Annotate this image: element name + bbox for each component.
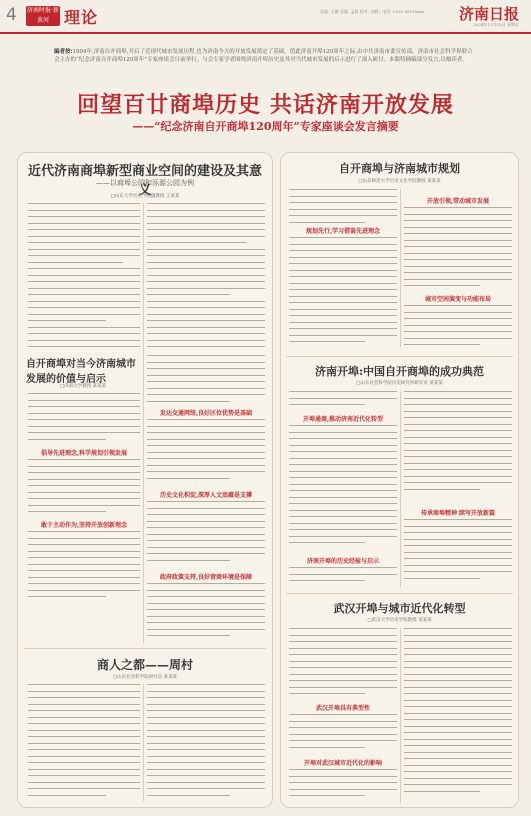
right-col2-subhead-3: 传承商埠精神 续写开放新篇 [420,510,496,517]
article-6-subhead-2: 开埠对武汉城市近代化的影响 [303,760,382,767]
article-2-body-c [28,531,140,601]
article-1-subtitle: ——以商埠公园和泺源公园为例 [96,179,194,187]
article-2-body-b [28,459,140,515]
article-2-body-col2-a [147,355,265,405]
article-4-body-a [289,189,397,223]
left-bottom-divider [143,684,144,802]
section-title: 理论 [64,8,99,27]
left-divider [24,648,266,649]
article-2-body-col2-c [147,501,265,567]
article-1-body-col2 [147,203,265,349]
paper-name: 济南日报 [458,5,519,23]
article-3-author: □山东社会科学院研究员 某某某 [112,675,178,680]
article-2-title: 自开商埠对当今济南城市发展的价值与启示 [26,359,136,385]
article-1-title: 近代济南商埠新型商业空间的建设及其意义 [27,164,262,198]
article-6-body-c [289,769,397,803]
page-number: 4 [6,5,17,25]
article-1-body-col1 [28,203,140,349]
left-col2-subhead-3: 政府政策支持,良好营商环境是保障 [159,574,253,581]
article-6-author: □武汉大学历史学院教授 某某某 [367,618,432,623]
article-5-author: □山东社会科学院历史研究所研究员 某某某 [356,381,443,386]
left-column-divider [143,203,144,643]
article-5-body-c [289,567,397,587]
article-2-body-a [28,393,140,443]
article-4-body-d [404,305,512,347]
article-2-author: □济南大学教授 某某某 [59,384,107,389]
logo: 济南时报·新黄河 [27,7,59,24]
article-4-title: 自开商埠与济南城市规划 [339,162,460,175]
article-5-body-col2-a [404,391,512,503]
left-col2-subhead-1: 发达交通网络,良好区位优势是基础 [159,410,253,417]
article-5-subhead-1: 开埠通商,推动济南近代化转型 [302,416,384,423]
article-4-body-b [289,237,397,347]
masthead [0,0,531,36]
header-meta: 责编: 王鹏 美编: 孟晨 校对: 刘静 / 电话: 0531-85193xxx [320,9,424,14]
article-3-body-col1 [28,684,140,802]
article-4-author: □山东师范大学历史文化学院教授 某某某 [358,179,441,184]
article-6-body-b [289,714,397,754]
editor-note [54,48,478,64]
article-5-title: 济南开埠:中国自开商埠的成功典范 [314,365,485,378]
article-4-subhead-2: 开放引领,带动城市发展 [426,198,490,205]
article-1-author: □山东大学历史学院副教授 王某某 [110,194,180,199]
article-4-body-c [404,207,512,291]
main-title: 回望百廿商埠历史 共话济南开放发展 [77,92,454,118]
right-divider-1 [286,356,513,357]
article-4-subhead-1: 规划先行,学习借鉴先进理念 [305,228,381,235]
article-5-body-a [289,391,397,411]
article-2-subhead-2: 敢于主动作为,坚持开放创新理念 [40,522,128,529]
article-2-body-col2-d [147,583,265,643]
article-3-title: 商人之都——周村 [96,658,193,672]
article-6-subhead-1: 武汉开埠具有典型性 [315,705,370,712]
editor-note-label: 编者按: [54,49,73,55]
issue-date: 2024年11月15日 星期五 [473,22,519,27]
right-column-divider [400,189,401,347]
left-col2-subhead-2: 历史文化积淀,深厚人文底蕴是支撑 [159,492,253,499]
article-5-subhead-2: 济南开埠的历史经验与启示 [306,558,379,565]
header-rule [0,32,531,34]
article-2-subhead-1: 倡导先进理念,科学规划引领发展 [40,450,128,457]
right-divider-2 [286,593,513,594]
article-6-body-col2 [404,628,512,803]
article-4-subhead-3: 城市空间演变与功能布局 [424,296,491,303]
article-6-body-a [289,628,397,700]
main-subtitle: ——“纪念济南自开商埠120周年”专家座谈会发言摘要 [132,120,399,133]
right-column-divider-3 [400,628,401,803]
article-5-body-b [289,425,397,551]
article-5-body-col2-b [404,519,512,587]
article-6-title: 武汉开埠与城市近代化转型 [333,602,466,615]
right-column-divider-2 [400,391,401,587]
article-2-body-col2-b [147,419,265,485]
article-3-body-col2 [147,684,265,802]
editor-note-text: 1904年,济南自开商埠,开启了近现代城市发展历程,也为济南今天的开放发展奠定了基础。值此济南开埠120周年之际,由中共济南市委宣传部、济南市社会科学界联合会主办的“纪念济南自开商埠120周年”专家座谈会日前举行。与会专家学者围绕济南开埠历史及其对当代城市发展的启示进行了深入研讨。本版特摘编部分发言,以飨读者。 [54,49,473,63]
